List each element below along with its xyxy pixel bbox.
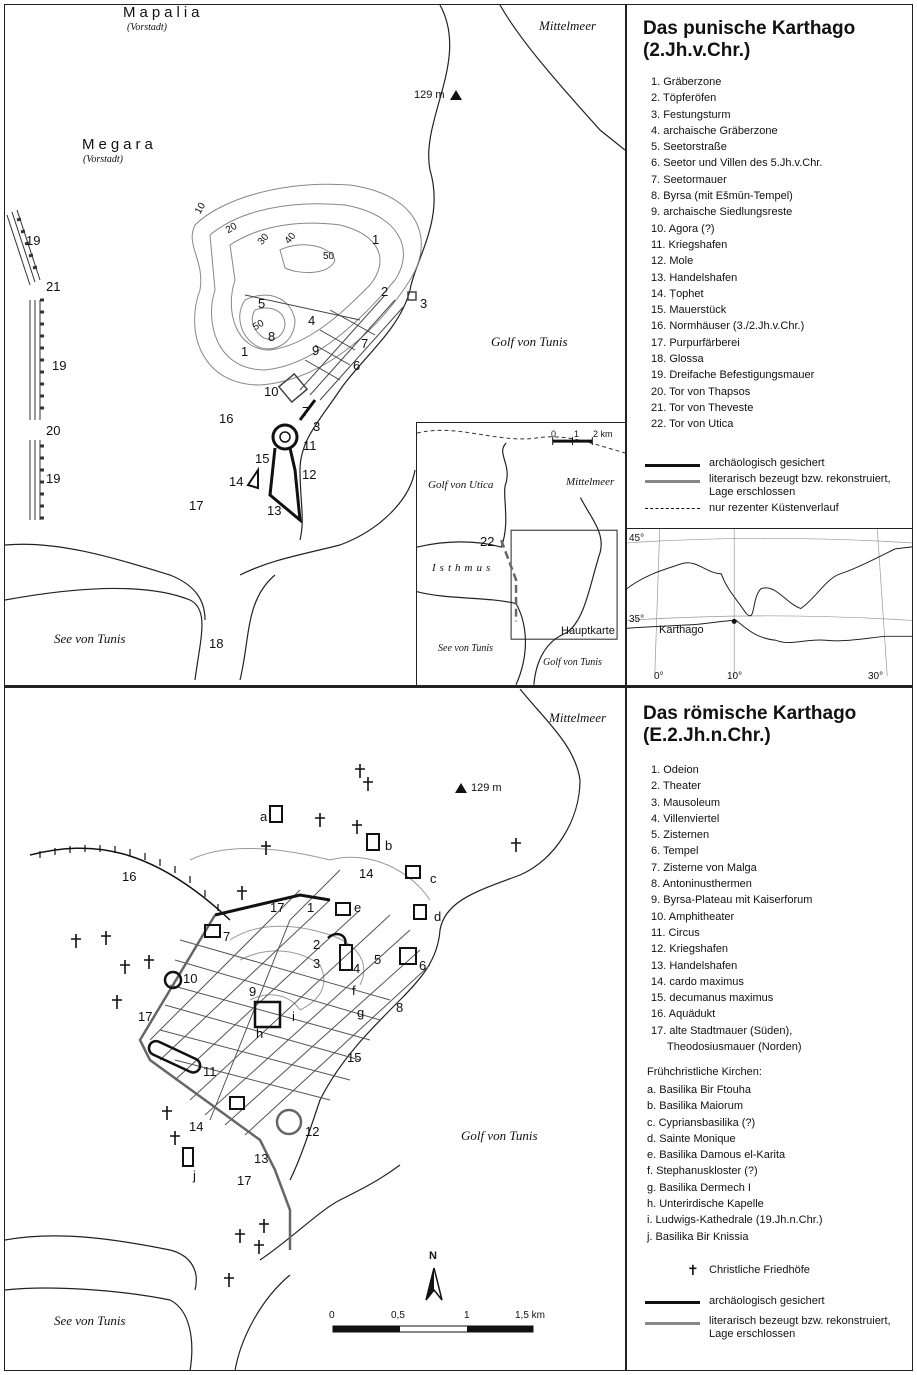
church-item: g. Basilika Dermech I bbox=[647, 1181, 751, 1194]
aqueduct bbox=[30, 848, 230, 920]
church-item: h. Unterirdische Kapelle bbox=[647, 1198, 764, 1211]
legend-churches bbox=[647, 1082, 822, 1245]
map-number: 8 bbox=[396, 1000, 404, 1015]
map-number: 14 bbox=[359, 866, 374, 881]
church-item: a. Basilika Bir Ftouha bbox=[647, 1084, 751, 1096]
map-number: 19 bbox=[52, 358, 67, 373]
legend-item: 8. Antoninusthermen bbox=[651, 878, 752, 891]
map-number: 1 bbox=[372, 232, 380, 247]
overview-karthago: Karthago bbox=[659, 624, 704, 636]
label-megara: Megara bbox=[82, 136, 157, 153]
legend-item: 22. Tor von Utica bbox=[651, 418, 734, 431]
vertical-divider-bottom bbox=[625, 688, 627, 1371]
map-letter: g bbox=[357, 1005, 365, 1020]
legend-item: 19. Dreifache Befestigungsmauer bbox=[651, 369, 815, 382]
map-number: 20 bbox=[46, 423, 61, 438]
church-item: d. Sainte Monique bbox=[647, 1132, 736, 1145]
scale-label: 1 bbox=[464, 1310, 470, 1321]
summit-triangle-bottom bbox=[455, 783, 467, 793]
map-number: 17 bbox=[138, 1009, 153, 1024]
legend-item: 6. Tempel bbox=[651, 845, 699, 858]
legend-secured-bottom: archäologisch gesichert bbox=[709, 1295, 825, 1307]
map-number: 4 bbox=[353, 961, 361, 976]
church-j bbox=[183, 1148, 193, 1166]
label-megara-sub: (Vorstadt) bbox=[83, 154, 123, 165]
contour-label: 30 bbox=[255, 231, 272, 248]
street-grid-bottom bbox=[150, 870, 430, 1135]
legend-literary-bottom: literarisch bezeugt bzw. rekonstruiert, Lage erschlossen bbox=[709, 1315, 891, 1340]
map-number: 11 bbox=[303, 438, 317, 453]
map-letter: h bbox=[256, 1026, 264, 1041]
map-number: 15 bbox=[347, 1050, 362, 1065]
map-number: 12 bbox=[305, 1124, 320, 1139]
map-number: 17 bbox=[189, 498, 204, 513]
legend-item: 10. Agora (?) bbox=[651, 222, 715, 235]
inset-gate-22: 22 bbox=[480, 534, 495, 549]
cross-icon: ✝ bbox=[687, 1262, 699, 1278]
church-item: c. Cypriansbasilika (?) bbox=[647, 1116, 756, 1129]
legend-item: 1. Gräberzone bbox=[651, 76, 722, 88]
label-see-von-tunis-top: See von Tunis bbox=[54, 631, 126, 646]
map-letter: d bbox=[434, 909, 442, 924]
church-item: i. Ludwigs-Kathedrale (19.Jh.n.Chr.) bbox=[647, 1214, 823, 1227]
legend-item: 7. Seetormauer bbox=[651, 173, 727, 186]
villenviertel bbox=[340, 945, 352, 970]
map-number: 16 bbox=[219, 411, 234, 426]
coastline-south bbox=[5, 470, 415, 620]
map-number: 5 bbox=[374, 952, 382, 967]
church-b bbox=[367, 834, 379, 850]
europe-coast bbox=[627, 547, 912, 616]
map-number: 17 bbox=[270, 900, 285, 915]
map-number: 12 bbox=[302, 467, 317, 482]
inset-golf-von-utica: Golf von Utica bbox=[428, 479, 494, 491]
contour-label: 10 bbox=[193, 200, 209, 217]
legend-swatch-coast bbox=[645, 508, 700, 509]
overview-mediterranean-map bbox=[626, 528, 913, 685]
map-number: 2 bbox=[313, 937, 321, 952]
church-item: b. Basilika Maiorum bbox=[647, 1100, 743, 1113]
legend-item: 15. Mauerstück bbox=[651, 304, 727, 317]
legend-item: 10. Amphitheater bbox=[651, 910, 735, 923]
church-item: e. Basilika Damous el-Karita bbox=[647, 1149, 786, 1162]
overview-lon-10: 10° bbox=[727, 671, 743, 682]
legend-item: 21. Tor von Theveste bbox=[651, 401, 754, 414]
label-golf-von-tunis-top: Golf von Tunis bbox=[491, 334, 568, 349]
title-roman: Das römische Karthago (E.2.Jh.n.Chr.) bbox=[643, 703, 857, 746]
legend-item: Theodosiusmauer (Norden) bbox=[667, 1041, 802, 1054]
legend-item: 14. Ṭophet bbox=[651, 287, 704, 300]
map-number: 1 bbox=[307, 900, 315, 915]
legend-item: 17. alte Stadtmauer (Süden), bbox=[651, 1024, 793, 1037]
legend-item: 9. Byrsa-Plateau mit Kaiserforum bbox=[651, 894, 813, 907]
scale-label: 1,5 km bbox=[515, 1310, 546, 1321]
legend-item: 5. Zisternen bbox=[651, 829, 710, 842]
legend-swatch-secured bbox=[645, 464, 700, 467]
label-mittelmeer-bottom: Mittelmeer bbox=[549, 710, 607, 725]
map-number: 3 bbox=[313, 419, 321, 434]
map-number: 10 bbox=[183, 971, 198, 986]
map-letter: i bbox=[292, 1009, 295, 1024]
map-letter: j bbox=[193, 1168, 196, 1183]
legend-item: 20. Tor von Thapsos bbox=[651, 385, 751, 398]
tophet bbox=[248, 470, 258, 488]
map-number: 14 bbox=[229, 474, 244, 489]
legend-item: 12. Kriegshafen bbox=[651, 943, 729, 956]
legend-roman bbox=[651, 762, 812, 1055]
legend-item: 3. Festungsturm bbox=[651, 108, 731, 121]
map-letter: c bbox=[430, 871, 437, 886]
map-number: 21 bbox=[46, 279, 61, 294]
map-number: 6 bbox=[353, 358, 361, 373]
legend-punic bbox=[651, 74, 822, 433]
map-letter: f bbox=[352, 983, 356, 998]
map-number: 7 bbox=[361, 336, 369, 351]
map-number: 13 bbox=[254, 1151, 269, 1166]
label-height-bottom: 129 m bbox=[471, 782, 502, 794]
legend-coast: nur rezenter Küstenverlauf bbox=[709, 502, 839, 514]
inset-scale-2: 2 km bbox=[593, 429, 613, 439]
label-mapalia: Mapalia bbox=[123, 4, 204, 21]
north-label: N bbox=[429, 1250, 437, 1262]
inset-isthmus: Isthmus bbox=[432, 562, 495, 574]
military-harbour-bottom bbox=[277, 1110, 301, 1134]
contour-label: 40 bbox=[282, 230, 299, 247]
inset-scale-1: 1 bbox=[574, 429, 580, 439]
map-number: 19 bbox=[26, 233, 41, 248]
map-letter: e bbox=[354, 900, 362, 915]
theater bbox=[328, 934, 345, 945]
label-mapalia-sub: (Vorstadt) bbox=[127, 22, 167, 33]
inset-golf-von-tunis: Golf von Tunis bbox=[543, 657, 602, 668]
legend-secured: archäologisch gesichert bbox=[709, 457, 825, 469]
summit-triangle bbox=[450, 90, 462, 100]
legend-item: 2. Theater bbox=[651, 780, 701, 793]
inset-see-von-tunis: See von Tunis bbox=[438, 643, 493, 654]
church-item: j. Basilika Bir Knissia bbox=[647, 1230, 749, 1243]
overview-lat-45: 45° bbox=[629, 533, 645, 544]
church-item: f. Stephanuskloster (?) bbox=[647, 1165, 758, 1178]
map-number: 3 bbox=[313, 956, 321, 971]
military-harbour bbox=[273, 425, 297, 449]
label-golf-von-tunis-bottom: Golf von Tunis bbox=[461, 1128, 538, 1143]
gate-utica-wall bbox=[501, 540, 516, 621]
overview-lon-30: 30° bbox=[868, 671, 884, 682]
building-14 bbox=[230, 1097, 244, 1109]
scale-label: 0 bbox=[329, 1310, 335, 1321]
label-see-von-tunis-bottom: See von Tunis bbox=[54, 1313, 126, 1328]
inset-scale-0: 0 bbox=[551, 429, 557, 439]
north-arrow bbox=[426, 1268, 442, 1300]
map-number: 14 bbox=[189, 1119, 204, 1134]
cemetery-crosses bbox=[71, 764, 521, 1287]
contour-label: 50 bbox=[323, 251, 335, 262]
legend-item: 2. Töpferöfen bbox=[651, 92, 717, 105]
contour-label: 20 bbox=[223, 220, 240, 237]
legend-item: 6. Seetor und Villen des 5.Jh.v.Chr. bbox=[651, 157, 823, 170]
legend-item: 18. Glossa bbox=[651, 353, 704, 366]
map-number: 4 bbox=[308, 313, 316, 328]
legend-item: 4. Villenviertel bbox=[651, 812, 720, 825]
contour-label: 50 bbox=[250, 317, 267, 334]
map-number: 15 bbox=[255, 451, 270, 466]
map-number: 11 bbox=[203, 1064, 217, 1079]
legend-item: 14. cardo maximus bbox=[651, 975, 744, 988]
overview-lon-0: 0° bbox=[654, 671, 664, 682]
scale-bar bbox=[333, 1326, 533, 1332]
inset-hauptkarte: Hauptkarte bbox=[561, 625, 615, 637]
inset-mittelmeer: Mittelmeer bbox=[566, 476, 615, 488]
legend-item: 13. Handelshafen bbox=[651, 959, 738, 972]
scale-label: 0,5 bbox=[391, 1310, 405, 1321]
map-number: 18 bbox=[209, 636, 224, 651]
title-punic: Das punische Karthago (2.Jh.v.Chr.) bbox=[643, 18, 856, 61]
map-number: 9 bbox=[249, 984, 257, 999]
church-e bbox=[336, 903, 350, 915]
map-number: 3 bbox=[420, 296, 428, 311]
map-number: 17 bbox=[237, 1173, 252, 1188]
map-number: 9 bbox=[312, 343, 320, 358]
circus bbox=[147, 1039, 203, 1075]
legend-item: 5. Seetorstraße bbox=[651, 141, 727, 154]
churches-heading: Frühchristliche Kirchen: bbox=[647, 1066, 762, 1078]
map-number: 13 bbox=[267, 503, 282, 518]
overview-lat-35: 35° bbox=[629, 614, 645, 625]
legend-item: 12. Mole bbox=[651, 255, 694, 268]
map-number: 5 bbox=[258, 296, 266, 311]
legend-cemeteries: Christliche Friedhöfe bbox=[709, 1264, 810, 1276]
legend-item: 15. decumanus maximus bbox=[651, 992, 774, 1005]
carthage-dot bbox=[732, 619, 737, 624]
legend-swatch-literary bbox=[645, 480, 700, 483]
legend-item: 16. Normhäuser (3./2.Jh.v.Chr.) bbox=[651, 320, 805, 333]
label-mittelmeer-top: Mittelmeer bbox=[539, 18, 597, 33]
map-number: 16 bbox=[122, 869, 137, 884]
legend-item: 11. Circus bbox=[651, 926, 700, 939]
legend-swatch-literary-bottom bbox=[645, 1322, 700, 1325]
map-letter: b bbox=[385, 838, 393, 853]
legend-item: 13. Handelshafen bbox=[651, 271, 738, 284]
legend-item: 1. Odeion bbox=[651, 764, 699, 776]
map-number: 7 bbox=[302, 404, 310, 419]
map-number: 10 bbox=[264, 384, 279, 399]
label-height-top: 129 m bbox=[414, 89, 445, 101]
legend-item: 7. Zisterne von Malga bbox=[651, 861, 757, 874]
roman-carthage-map bbox=[5, 689, 625, 1371]
map-number: 7 bbox=[223, 929, 231, 944]
map-number: 8 bbox=[268, 329, 276, 344]
legend-item: 11. Kriegshafen bbox=[651, 238, 728, 251]
legend-item: 17. Purpurfärberei bbox=[651, 336, 740, 349]
map-letter: a bbox=[260, 809, 268, 824]
church-d bbox=[414, 905, 426, 919]
legend-literary: literarisch bezeugt bzw. rekonstruiert, Lage erschlossen bbox=[709, 473, 891, 498]
map-number: 6 bbox=[419, 958, 427, 973]
legend-item: 3. Mausoleum bbox=[651, 796, 721, 809]
legend-item: 9. archaische Siedlungsreste bbox=[651, 206, 793, 219]
map-number: 19 bbox=[46, 471, 61, 486]
lake-shore bbox=[5, 575, 275, 680]
map-number: 1 bbox=[241, 344, 249, 359]
legend-swatch-secured-bottom bbox=[645, 1301, 700, 1304]
map-number: 2 bbox=[381, 284, 389, 299]
lake-shore-bottom bbox=[5, 1275, 290, 1371]
legend-item: 16. Aquädukt bbox=[651, 1008, 716, 1021]
legend-item: 4. archaische Gräberzone bbox=[651, 124, 778, 137]
coastline-south-bottom bbox=[5, 1165, 400, 1290]
church-a bbox=[270, 806, 282, 822]
legend-item: 8. Byrsa (mit Ešmūn-Tempel) bbox=[651, 190, 793, 203]
triple-fortification-wall bbox=[7, 210, 44, 520]
